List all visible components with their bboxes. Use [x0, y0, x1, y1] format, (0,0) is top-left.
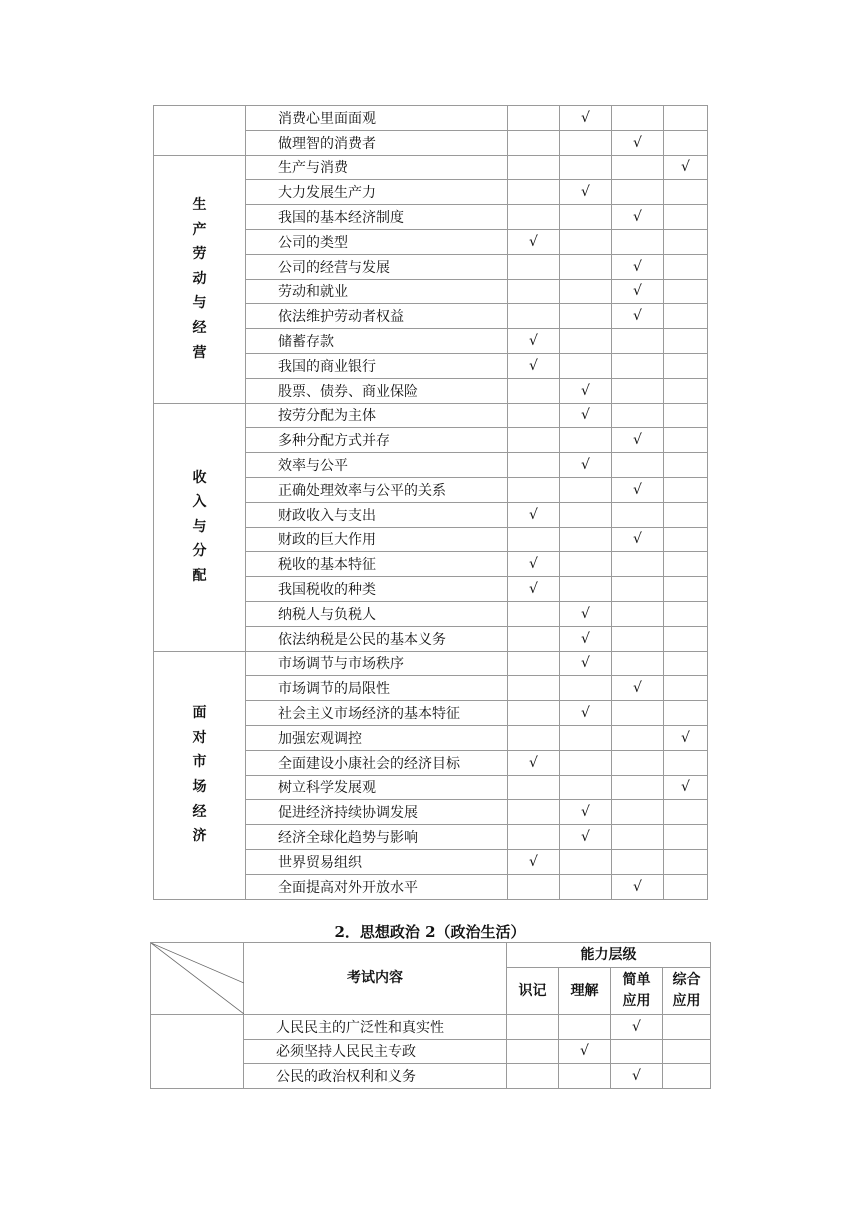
- topic-cell: 树立科学发展观: [246, 775, 508, 800]
- empty-cell: [664, 106, 708, 131]
- check-mark-cell: √: [664, 155, 708, 180]
- empty-cell: [664, 254, 708, 279]
- empty-cell: [663, 1064, 711, 1089]
- empty-cell: [508, 725, 560, 750]
- empty-cell: [664, 279, 708, 304]
- empty-cell: [508, 304, 560, 329]
- empty-cell: [664, 453, 708, 478]
- topic-cell: 依法纳税是公民的基本义务: [246, 626, 508, 651]
- topic-cell: 财政收入与支出: [246, 502, 508, 527]
- group-label-char: 经: [192, 803, 207, 820]
- group-label-char: 面: [192, 705, 207, 722]
- empty-cell: [560, 676, 612, 701]
- empty-cell: [560, 229, 612, 254]
- diagonal-header-cell: [151, 943, 244, 1015]
- topic-cell: 劳动和就业: [246, 279, 508, 304]
- check-mark-cell: √: [612, 477, 664, 502]
- empty-cell: [508, 701, 560, 726]
- empty-cell: [508, 254, 560, 279]
- empty-cell: [612, 849, 664, 874]
- empty-cell: [508, 874, 560, 899]
- group-label-char: 劳: [192, 246, 207, 263]
- empty-cell: [508, 378, 560, 403]
- topic-cell: 必须坚持人民民主专政: [244, 1039, 507, 1064]
- check-mark-cell: √: [560, 601, 612, 626]
- topic-cell: 我国税收的种类: [246, 577, 508, 602]
- empty-cell: [508, 180, 560, 205]
- empty-cell: [611, 1039, 663, 1064]
- empty-cell: [664, 353, 708, 378]
- exam-content-header: 考试内容: [244, 943, 507, 1015]
- ability-level-header: 能力层级: [507, 943, 711, 968]
- topic-cell: 促进经济持续协调发展: [246, 800, 508, 825]
- group-label-cell: [154, 155, 246, 403]
- empty-cell: [612, 601, 664, 626]
- empty-cell: [664, 329, 708, 354]
- empty-cell: [508, 527, 560, 552]
- check-mark-cell: √: [560, 701, 612, 726]
- empty-cell: [612, 750, 664, 775]
- check-mark-cell: √: [508, 229, 560, 254]
- topic-cell: 纳税人与负税人: [246, 601, 508, 626]
- empty-cell: [664, 304, 708, 329]
- group-label-char: 产: [192, 221, 207, 238]
- empty-cell: [664, 800, 708, 825]
- empty-cell: [612, 626, 664, 651]
- empty-cell: [560, 477, 612, 502]
- topic-cell: 大力发展生产力: [246, 180, 508, 205]
- empty-cell: [560, 428, 612, 453]
- topic-cell: 全面建设小康社会的经济目标: [246, 750, 508, 775]
- check-mark-cell: √: [560, 825, 612, 850]
- empty-cell: [612, 403, 664, 428]
- empty-cell: [664, 205, 708, 230]
- empty-cell: [664, 527, 708, 552]
- empty-cell: [664, 701, 708, 726]
- empty-cell: [560, 502, 612, 527]
- empty-cell: [508, 155, 560, 180]
- empty-cell: [507, 1064, 559, 1089]
- level-header: 理解: [559, 968, 611, 1015]
- topic-cell: 多种分配方式并存: [246, 428, 508, 453]
- empty-cell: [612, 825, 664, 850]
- check-mark-cell: √: [611, 1064, 663, 1089]
- empty-cell: [664, 825, 708, 850]
- empty-cell: [508, 279, 560, 304]
- empty-cell: [508, 106, 560, 131]
- empty-cell: [664, 130, 708, 155]
- group-label-char: 与: [192, 518, 207, 535]
- topic-cell: 税收的基本特征: [246, 552, 508, 577]
- empty-cell: [664, 180, 708, 205]
- table-row: [154, 106, 708, 131]
- group-label-char: 经: [192, 319, 207, 336]
- empty-cell: [612, 701, 664, 726]
- check-mark-cell: √: [560, 378, 612, 403]
- empty-cell: [664, 849, 708, 874]
- topic-cell: 市场调节与市场秩序: [246, 651, 508, 676]
- empty-cell: [560, 130, 612, 155]
- check-mark-cell: √: [612, 527, 664, 552]
- empty-cell: [612, 229, 664, 254]
- check-mark-cell: √: [560, 800, 612, 825]
- empty-cell: [612, 651, 664, 676]
- topic-cell: 储蓄存款: [246, 329, 508, 354]
- empty-cell: [508, 403, 560, 428]
- empty-cell: [508, 601, 560, 626]
- check-mark-cell: √: [508, 502, 560, 527]
- table-row: [151, 1015, 711, 1040]
- topic-cell: 人民民主的广泛性和真实性: [244, 1015, 507, 1040]
- empty-cell: [560, 552, 612, 577]
- check-mark-cell: √: [611, 1015, 663, 1040]
- empty-cell: [508, 453, 560, 478]
- group-label-char: 场: [192, 779, 207, 796]
- diagonal-lines: [151, 943, 244, 1014]
- empty-cell: [508, 825, 560, 850]
- check-mark-cell: √: [612, 279, 664, 304]
- empty-cell: [664, 378, 708, 403]
- topic-cell: 财政的巨大作用: [246, 527, 508, 552]
- group-label-char: 与: [192, 295, 207, 312]
- check-mark-cell: √: [612, 428, 664, 453]
- empty-cell: [559, 1064, 611, 1089]
- group-label-char: 对: [192, 729, 207, 746]
- topic-cell: 我国的商业银行: [246, 353, 508, 378]
- empty-cell: [560, 279, 612, 304]
- table-row: [154, 651, 708, 676]
- empty-cell: [664, 676, 708, 701]
- empty-cell: [560, 254, 612, 279]
- check-mark-cell: √: [560, 403, 612, 428]
- check-mark-cell: √: [560, 453, 612, 478]
- check-mark-cell: √: [612, 254, 664, 279]
- check-mark-cell: √: [508, 849, 560, 874]
- empty-cell: [612, 800, 664, 825]
- empty-cell: [560, 527, 612, 552]
- empty-cell: [612, 329, 664, 354]
- empty-cell: [560, 155, 612, 180]
- empty-cell: [612, 155, 664, 180]
- group-label-char: 收: [192, 469, 207, 486]
- empty-cell: [612, 577, 664, 602]
- empty-cell: [508, 775, 560, 800]
- empty-cell: [664, 403, 708, 428]
- topic-cell: 股票、债券、商业保险: [246, 378, 508, 403]
- empty-cell: [508, 626, 560, 651]
- topic-cell: 公民的政治权利和义务: [244, 1064, 507, 1089]
- topic-cell: 社会主义市场经济的基本特征: [246, 701, 508, 726]
- empty-cell: [508, 428, 560, 453]
- topic-cell: 按劳分配为主体: [246, 403, 508, 428]
- check-mark-cell: √: [508, 353, 560, 378]
- empty-cell: [560, 577, 612, 602]
- topic-cell: 做理智的消费者: [246, 130, 508, 155]
- topic-cell: 公司的经营与发展: [246, 254, 508, 279]
- empty-cell: [664, 626, 708, 651]
- empty-cell: [663, 1015, 711, 1040]
- topic-cell: 依法维护劳动者权益: [246, 304, 508, 329]
- empty-cell: [612, 353, 664, 378]
- empty-cell: [612, 552, 664, 577]
- empty-cell: [560, 750, 612, 775]
- group-label-char: 营: [192, 344, 207, 361]
- check-mark-cell: √: [560, 651, 612, 676]
- topic-cell: 生产与消费: [246, 155, 508, 180]
- section-2-title: 2．思想政治 2（政治生活）: [334, 923, 526, 941]
- topic-cell: 正确处理效率与公平的关系: [246, 477, 508, 502]
- empty-cell: [507, 1039, 559, 1064]
- empty-cell: [560, 205, 612, 230]
- topic-cell: 经济全球化趋势与影响: [246, 825, 508, 850]
- knowledge-table-politics: [150, 942, 711, 1089]
- table-row: [154, 155, 708, 180]
- group-label-cell: [154, 106, 246, 156]
- empty-cell: [560, 775, 612, 800]
- check-mark-cell: √: [612, 304, 664, 329]
- check-mark-cell: √: [612, 874, 664, 899]
- check-mark-cell: √: [559, 1039, 611, 1064]
- empty-cell: [664, 750, 708, 775]
- empty-cell: [612, 453, 664, 478]
- empty-cell: [560, 849, 612, 874]
- check-mark-cell: √: [560, 180, 612, 205]
- group-label-cell: [151, 1015, 244, 1089]
- empty-cell: [508, 800, 560, 825]
- check-mark-cell: √: [664, 775, 708, 800]
- empty-cell: [664, 601, 708, 626]
- check-mark-cell: √: [612, 205, 664, 230]
- empty-cell: [559, 1015, 611, 1040]
- check-mark-cell: √: [508, 750, 560, 775]
- topic-cell: 加强宏观调控: [246, 725, 508, 750]
- level-header: 综合 应用: [663, 968, 711, 1015]
- empty-cell: [560, 353, 612, 378]
- empty-cell: [663, 1039, 711, 1064]
- topic-cell: 效率与公平: [246, 453, 508, 478]
- empty-cell: [508, 676, 560, 701]
- topic-cell: 我国的基本经济制度: [246, 205, 508, 230]
- empty-cell: [664, 477, 708, 502]
- empty-cell: [508, 651, 560, 676]
- level-header: 简单 应用: [611, 968, 663, 1015]
- topic-cell: 消费心里面面观: [246, 106, 508, 131]
- level-header: 识记: [507, 968, 559, 1015]
- topic-cell: 世界贸易组织: [246, 849, 508, 874]
- empty-cell: [664, 577, 708, 602]
- empty-cell: [507, 1015, 559, 1040]
- check-mark-cell: √: [664, 725, 708, 750]
- group-label-char: 动: [192, 270, 207, 287]
- group-label-char: 济: [192, 828, 207, 845]
- group-label-cell: [154, 403, 246, 651]
- group-label-char: 配: [192, 567, 207, 584]
- check-mark-cell: √: [508, 577, 560, 602]
- group-label-char: 市: [192, 754, 207, 771]
- empty-cell: [664, 428, 708, 453]
- group-label-char: 入: [192, 494, 207, 511]
- empty-cell: [612, 378, 664, 403]
- check-mark-cell: √: [612, 130, 664, 155]
- topic-cell: 全面提高对外开放水平: [246, 874, 508, 899]
- check-mark-cell: √: [612, 676, 664, 701]
- empty-cell: [508, 477, 560, 502]
- knowledge-table-economy: [153, 105, 708, 900]
- empty-cell: [612, 775, 664, 800]
- empty-cell: [664, 229, 708, 254]
- empty-cell: [612, 106, 664, 131]
- empty-cell: [612, 502, 664, 527]
- group-label-cell: [154, 651, 246, 899]
- check-mark-cell: √: [560, 106, 612, 131]
- check-mark-cell: √: [560, 626, 612, 651]
- topic-cell: 市场调节的局限性: [246, 676, 508, 701]
- topic-cell: 公司的类型: [246, 229, 508, 254]
- empty-cell: [508, 130, 560, 155]
- table-row: [154, 403, 708, 428]
- group-label-char: 生: [192, 197, 207, 213]
- empty-cell: [612, 725, 664, 750]
- group-label-char: 分: [192, 543, 207, 560]
- empty-cell: [560, 874, 612, 899]
- empty-cell: [560, 329, 612, 354]
- empty-cell: [508, 205, 560, 230]
- empty-cell: [560, 304, 612, 329]
- empty-cell: [664, 552, 708, 577]
- check-mark-cell: √: [508, 552, 560, 577]
- empty-cell: [560, 725, 612, 750]
- check-mark-cell: √: [508, 329, 560, 354]
- empty-cell: [664, 874, 708, 899]
- empty-cell: [664, 502, 708, 527]
- empty-cell: [612, 180, 664, 205]
- empty-cell: [664, 651, 708, 676]
